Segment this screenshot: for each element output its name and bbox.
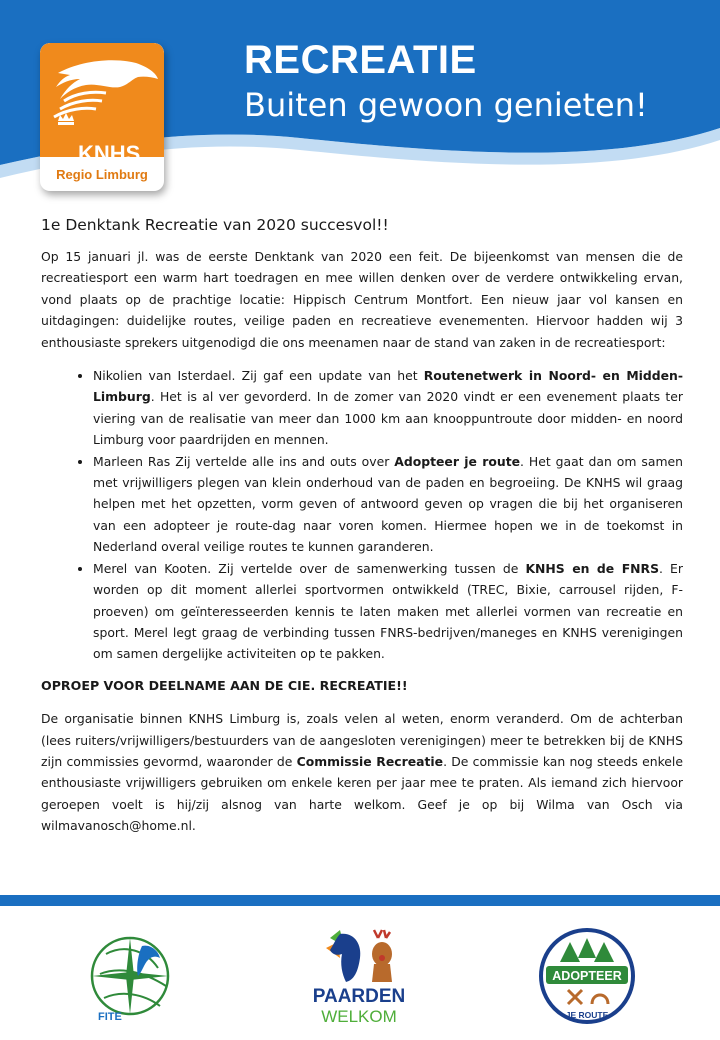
- list-item: [93, 558, 683, 665]
- adopteer-line2: JE ROUTE: [565, 1010, 609, 1020]
- fite-compass-horse-icon: [84, 924, 170, 1024]
- article: [41, 214, 683, 849]
- footer-band: [0, 895, 720, 906]
- adopteer-badge-icon: [538, 926, 636, 1026]
- bullet-text-after: . Er worden op dit moment allerlei sportvormen ontwikkeld (TREC, Bixie, carrousel rijden, F-proeven) om geïnteresseerden kennis te laten maken met allerlei vormen van recreatie en sport. Merel legt graag de verbinding tussen FNRS-bedrijven/maneges en KNHS verenigingen om samen dergelijke activiteiten op te pakken.: [93, 560, 683, 662]
- page-title: RECREATIE: [244, 38, 477, 82]
- call-heading: OPROEP VOOR DEELNAME AAN DE CIE. RECREATIE!!: [41, 677, 408, 693]
- bullet-text-before: Nikolien van Isterdael. Zij gaf een update van het: [93, 368, 424, 384]
- paarden-line2: WELKOM: [321, 1007, 397, 1026]
- bullet-highlight: KNHS en de FNRS: [525, 560, 659, 576]
- bullet-highlight: Adopteer je route: [394, 453, 521, 469]
- call-paragraph: [41, 708, 683, 836]
- call-text-before: De organisatie binnen KNHS Limburg is, zoals velen al weten, enorm veranderd. Om de achterban (lees ruiters/vrijwilligers/bestuurders van de aangesloten verenigingen) meer te betrekken bij de KNHS zijn commissies gevormd, waaronder de: [41, 711, 683, 769]
- logo-region-text: Regio Limburg: [56, 167, 148, 182]
- speaker-list: [41, 365, 683, 665]
- article-title: 1e Denktank Recreatie van 2020 succesvol!!: [41, 216, 389, 234]
- bullet-text-after: . Het gaat dan om samen met vrijwilligers plegen van klein onderhoud van de paden en begroeiing. De KNHS wil graag helpen met het opzetten, vorm geven of antwoord geven op vragen die bij het organiseren van een adopteer je route-dag naar voren komen. Hiermee hopen we in de toekomst in Nederland overal veilige routes te kunnen garanderen.: [93, 453, 683, 555]
- paarden-line1: PAARDEN: [312, 986, 406, 1007]
- knhs-logo: [40, 43, 164, 191]
- horse-deer-icon: [300, 924, 418, 1028]
- call-highlight: Commissie Recreatie: [296, 753, 444, 769]
- logo-orange-panel: [40, 43, 164, 157]
- bullet-highlight: Routenetwerk in Noord- en Midden-Limburg: [93, 368, 683, 405]
- article-intro: Op 15 januari jl. was de eerste Denktank van 2020 een feit. De bijeenkomst van mensen die de recreatiesport een warm hart toedragen en mee willen denken over de verdere ontwikkeling ervan, vond plaats op de prachtige locatie: Hippisch Centrum Montfort. Een nieuw jaar vol kansen en uitdagingen: duidelijke routes, veilige paden en recreatieve evenementen. Hiervoor hadden wij 3 enthousiaste sprekers uitgenodigd die ons meenamen naar de stand van zaken in de recreatiesport:: [41, 249, 683, 350]
- logo-brand-text: KNHS: [78, 141, 141, 166]
- paarden-welkom-logo: [300, 924, 418, 1028]
- page-subtitle: Buiten gewoon genieten!: [244, 86, 648, 124]
- adopteer-line1: ADOPTEER: [552, 969, 622, 983]
- list-item: [93, 451, 683, 558]
- list-item: [93, 365, 683, 451]
- fite-label: FITE: [98, 1011, 122, 1023]
- bullet-text-after: . Het is al ver gevorderd. In de zomer van 2020 vindt er een evenement plaats ter viering van de realisatie van meer dan 1000 km aan knooppuntroute door midden- en noord Limburg voor paardrijden en mennen.: [93, 389, 683, 448]
- call-text-after: . De commissie kan nog steeds enkele enthousiaste vrijwilligers gebruiken om enkele keren per jaar mee te praten. Als iemand zich hiervoor geroepen voelt is hij/zij alsnog van harte welkom. Geef je op bij Wilma van Osch via wilmavanosch@home.nl.: [41, 753, 683, 834]
- adopteer-je-route-logo: [538, 926, 636, 1026]
- fite-logo: [84, 924, 170, 1024]
- bullet-text-before: Merel van Kooten. Zij vertelde over de samenwerking tussen de: [93, 560, 526, 576]
- horse-head-icon: [40, 43, 164, 157]
- bullet-text-before: Marleen Ras Zij vertelde alle ins and outs over: [93, 453, 395, 469]
